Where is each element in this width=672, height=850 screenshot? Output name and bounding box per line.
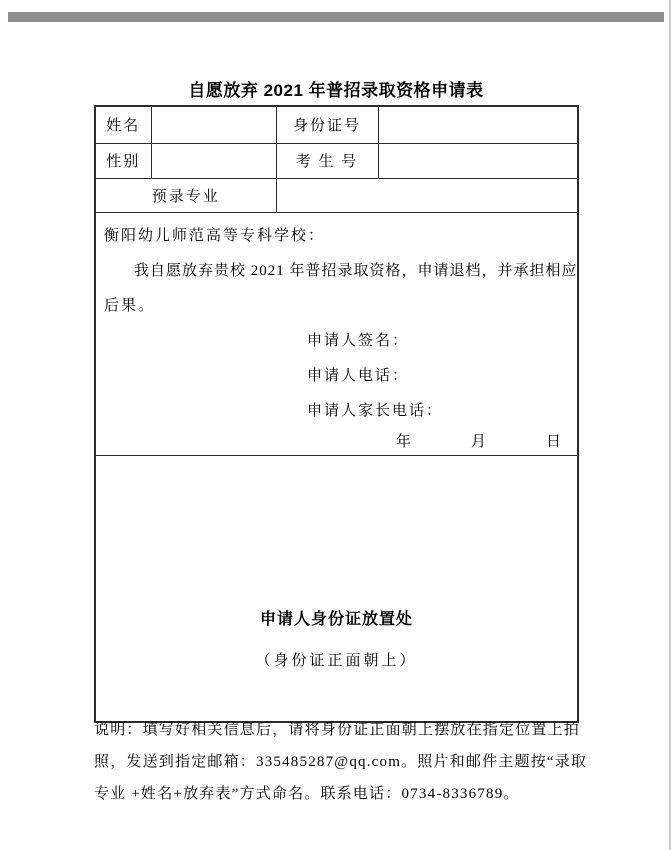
top-separator-bar [8, 12, 664, 22]
form-title: 自愿放弃 2021 年普招录取资格申请表 [188, 81, 484, 100]
exam-number-label-cell: 考 生 号 [276, 143, 378, 178]
name-label-cell: 姓名 [95, 106, 151, 143]
day-label: 日 [545, 433, 563, 450]
id-number-label-cell: 身份证号 [276, 106, 378, 143]
statement-line-2: 后果。 [104, 297, 156, 314]
note-line-2: 照，发送到指定邮箱：335485287@qq.com。照片和邮件主题按“录取 [94, 754, 588, 770]
table-row [95, 212, 578, 455]
date-line [104, 429, 569, 455]
table-row [95, 106, 578, 143]
parent-phone-label: 申请人家长电话： [307, 402, 444, 419]
table-row [95, 178, 578, 212]
table-row [95, 143, 578, 178]
statement-cell [95, 212, 578, 455]
year-label: 年 [395, 433, 413, 450]
exam-number-value-cell[interactable] [378, 143, 578, 178]
id-card-placement-cell [95, 455, 578, 722]
signature-label: 申请人签名： [307, 332, 410, 349]
table-row [95, 455, 578, 722]
statement-line-1: 我自愿放弃贵校 2021 年普招录取资格，申请退档，并承担相应 [134, 262, 578, 279]
gender-value-cell[interactable] [151, 143, 276, 178]
id-card-area-title: 申请人身份证放置处 [259, 610, 413, 628]
major-value-cell[interactable] [276, 178, 578, 212]
application-form-table [94, 105, 579, 723]
note-line-1: 说明：填写好相关信息后，请将身份证正面朝上摆放在指定位置上拍 [94, 722, 581, 738]
note-line-3: 专业 +姓名+放弃表”方式命名。联系电话：0734-8336789。 [94, 786, 520, 802]
id-number-value-cell[interactable] [378, 106, 578, 143]
instructions-note [94, 714, 586, 810]
id-card-area-subtitle: （身份证正面朝上） [255, 652, 418, 669]
school-salutation: 衡阳幼儿师范高等专科学校： [104, 227, 326, 244]
gender-label-cell: 性别 [95, 143, 151, 178]
page-right-edge [669, 0, 671, 850]
major-label-cell: 预录专业 [95, 178, 276, 212]
name-value-cell[interactable] [151, 106, 276, 143]
phone-label: 申请人电话： [307, 367, 410, 384]
month-label: 月 [470, 433, 488, 450]
